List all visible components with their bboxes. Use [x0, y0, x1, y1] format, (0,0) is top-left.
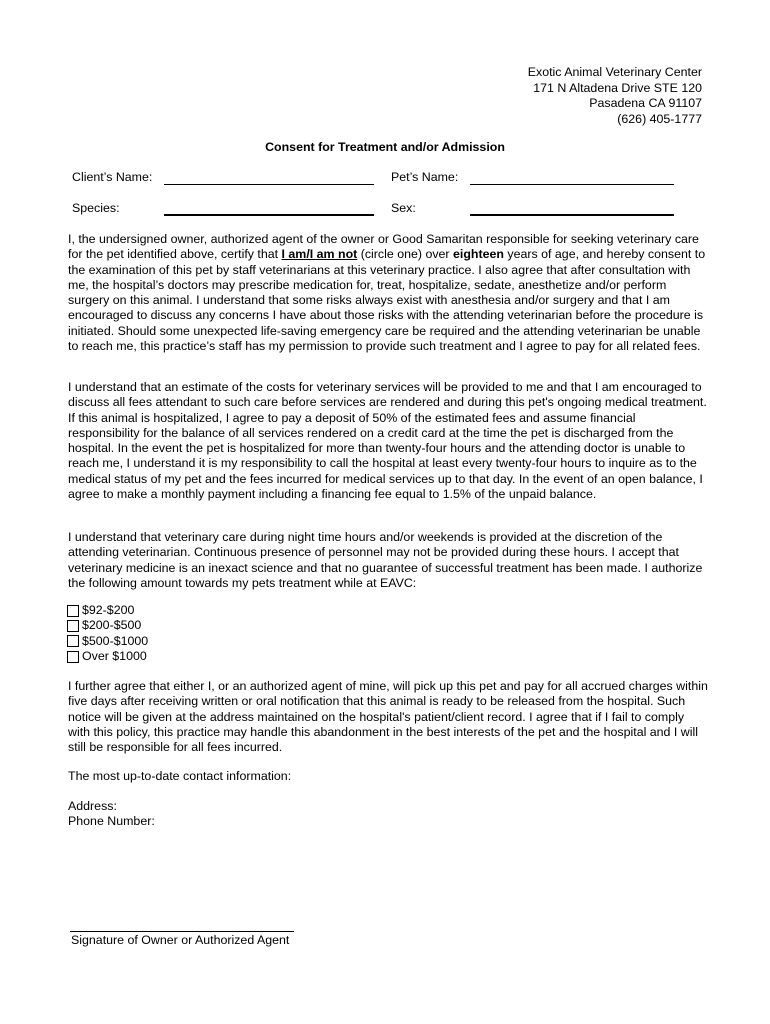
clinic-address-line1: 171 N Altadena Drive STE 120	[533, 80, 702, 95]
consent-text-eighteen: eighteen	[453, 247, 504, 262]
checkbox[interactable]	[67, 635, 79, 647]
amount-option[interactable]	[67, 649, 148, 664]
age-circle-choice[interactable]: I am/I am not	[281, 247, 358, 262]
consent-text-e: years of age, and hereby consent to the examination of this pet by staff veterinarians at this veterinary practice. I also agree that after consultation with me, the hospital’s doctors may prescribe medication for, treat, hospitalize, sedate, anesthetize and/or perform surgery on this animal. I understand that some risks always exist with anesthesia and/or surgery and that I am encouraged to discuss any concerns I have about those risks with the attending veterinarian before the procedure is initiated. Should some unexpected life-saving emergency care be required and the attending veterinarian be unable to reach me, this practice’s staff has my permission to provide such treatment and I agree to pay for all related fees.	[68, 247, 706, 354]
clinic-address-line2: Pasadena CA 91107	[589, 96, 702, 110]
checkbox[interactable]	[67, 620, 79, 632]
species-field[interactable]	[164, 214, 374, 216]
species-label: Species:	[72, 201, 120, 215]
pet-name-label: Pet’s Name:	[391, 170, 459, 184]
sex-field[interactable]	[470, 214, 674, 216]
amount-option-label: $92-$200	[82, 603, 135, 617]
phone-number-label: Phone Number:	[68, 814, 155, 828]
amount-option-label: $500-$1000	[82, 633, 149, 648]
after-hours-paragraph: I understand that veterinary care during night time hours and/or weekends is provided at the discretion of the attending veterinarian. Continuous presence of personnel may not be provided during these hours. I accept that veterinary medicine is an inexact science and that no guarantee of successful treatment has been made. I authorize the following amount towards my pets treatment while at EAVC:	[68, 530, 703, 590]
clinic-phone: (626) 405-1777	[617, 111, 702, 126]
clinic-name: Exotic Animal Veterinary Center	[527, 65, 702, 79]
client-name-label: Client’s Name:	[72, 170, 153, 184]
sex-label: Sex:	[391, 201, 416, 215]
contact-heading: The most up-to-date contact information:	[68, 769, 292, 783]
checkbox[interactable]	[67, 605, 79, 617]
pet-name-field[interactable]	[470, 184, 674, 185]
consent-text-a: I, the undersigned owner, authorized agent of the owner or Good Samaritan responsible for seeking veterinary care for the pet identified above, certify that	[68, 232, 699, 262]
amount-option[interactable]	[67, 618, 148, 633]
consent-paragraph	[68, 232, 708, 354]
form-title: Consent for Treatment and/or Admission	[265, 140, 505, 154]
signature-label: Signature of Owner or Authorized Agent	[71, 933, 290, 947]
amount-option-label: $200-$500	[82, 618, 142, 633]
consent-text-c: (circle one) over	[357, 247, 453, 262]
signature-line[interactable]	[70, 931, 294, 932]
amount-option[interactable]	[67, 634, 148, 649]
clinic-header	[528, 65, 702, 127]
amount-option[interactable]	[67, 603, 148, 618]
amount-options	[67, 603, 148, 664]
client-name-field[interactable]	[164, 184, 374, 185]
address-label: Address:	[68, 799, 117, 813]
pickup-paragraph: I further agree that either I, or an authorized agent of mine, will pick up this pet and pay for all accrued charges within five days after receiving written or oral notification that this animal is ready to be released from the hospital. Such notice will be given at the address maintained on the hospital's patient/client record. I agree that if I fail to comply with this policy, this practice may handle this abandonment in the best interests of the pet and the hospital and I will still be responsible for all fees incurred.	[68, 679, 708, 755]
amount-option-label: Over $1000	[82, 648, 147, 663]
fees-paragraph: I understand that an estimate of the costs for veterinary services will be provided to me and that I am encouraged to discuss all fees attendant to such care before services are rendered and during this pet's ongoing medical treatment. If this animal is hospitalized, I agree to pay a deposit of 50% of the estimated fees and assume financial responsibility for the balance of all services rendered on a credit card at the time the pet is discharged from the hospital. In the event the pet is hospitalized for more than twenty-four hours and the attending doctor is unable to reach me, I understand it is my responsibility to call the hospital at least every twenty-four hours to inquire as to the medical status of my pet and the fees incurred for medical services up to that day. In the event of an open balance, I agree to make a monthly payment including a financing fee equal to 1.5% of the unpaid balance.	[68, 380, 707, 502]
checkbox[interactable]	[67, 651, 79, 663]
